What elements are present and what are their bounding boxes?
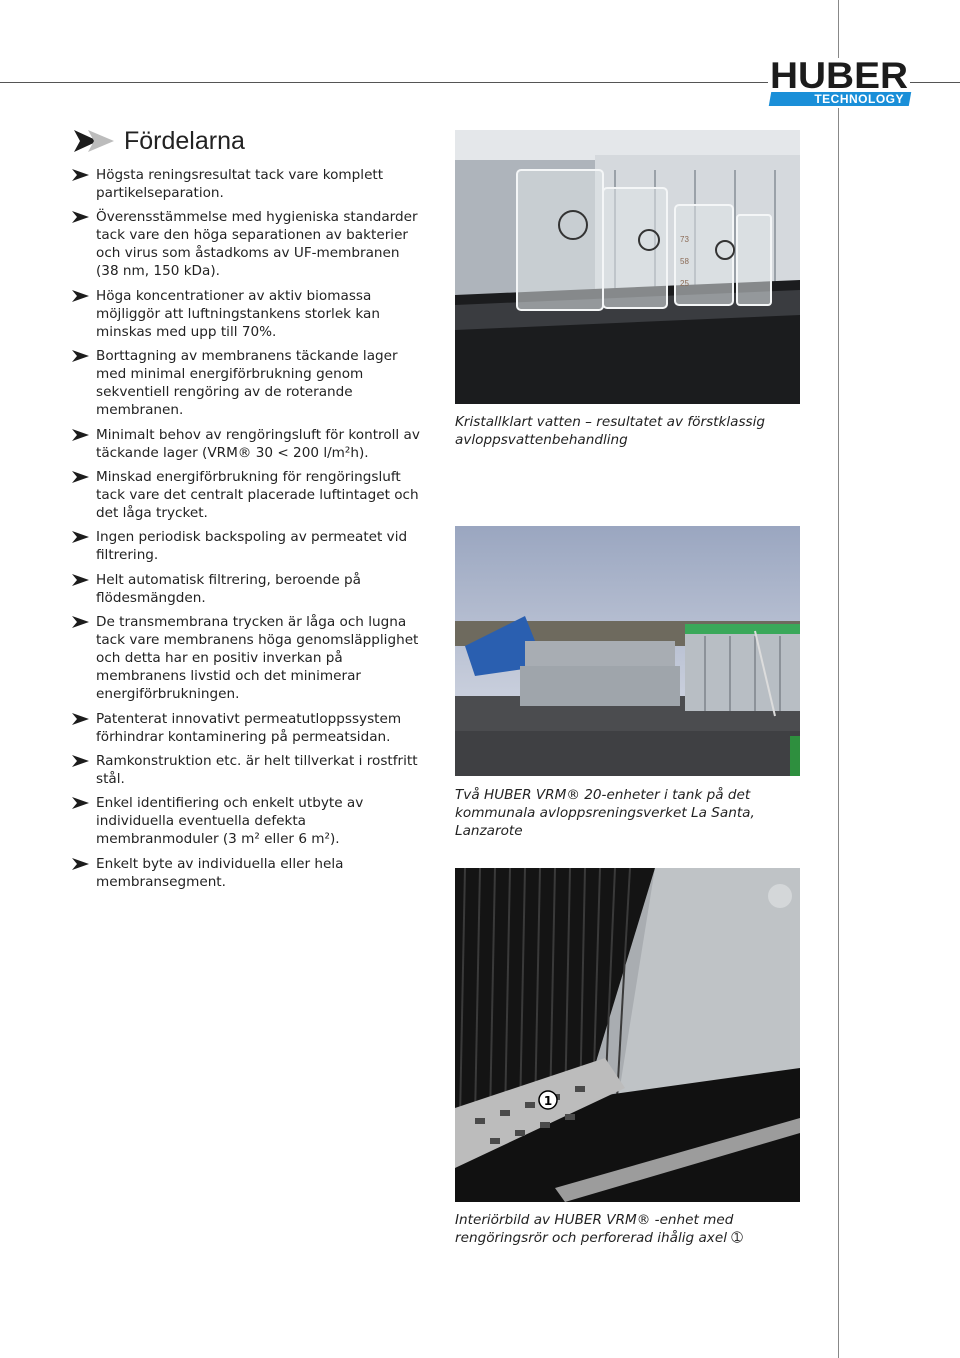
caption-1: Kristallklart vatten – resultatet av förstklassig avloppsvattenbehandling — [455, 414, 766, 448]
list-item — [72, 571, 422, 607]
shaft-marker: 1 — [543, 1094, 553, 1108]
advantages-list — [72, 166, 422, 897]
beaker-mark: 25 — [680, 279, 689, 288]
list-item — [72, 528, 422, 564]
logo-bar — [769, 92, 911, 106]
list-item — [72, 208, 422, 280]
list-item-text: Högsta reningsresultat tack vare komplett partikelseparation. — [96, 167, 384, 201]
section-heading — [72, 124, 245, 158]
list-item-text: Ramkonstruktion etc. är helt tillverkat i rostfritt stål. — [96, 752, 418, 787]
list-item — [72, 287, 422, 341]
double-arrow-icon — [72, 126, 122, 156]
list-item-text: Minskad energiförbrukning för rengöringsluft tack vare det centralt placerade luftintaget och det låga trycket. — [96, 468, 419, 521]
list-item — [72, 166, 422, 202]
list-item — [72, 468, 422, 522]
list-item — [72, 752, 422, 788]
list-item-text: Minimalt behov av rengöringsluft för kontroll av täckande lager (VRM® 30 < 200 l/m²h). — [96, 426, 420, 461]
photo-beakers — [455, 130, 800, 404]
list-item — [72, 794, 422, 848]
caption-2: Två HUBER VRM® 20-enheter i tank på det kommunala avloppsreningsverket La Santa, Lanzarote — [455, 787, 755, 839]
photo-plant — [455, 526, 800, 776]
arrow-bullet-icon — [72, 755, 89, 767]
logo-subtitle: TECHNOLOGY — [814, 92, 904, 106]
list-item — [72, 710, 422, 746]
list-item-text: Överensstämmelse med hygieniska standarder tack vare den höga separationen av bakterier och virus som åstadkoms av UF-membranen (38 nm, 150 kDa). — [96, 209, 418, 280]
list-item — [72, 347, 422, 419]
list-item-text: Ingen periodisk backspoling av permeatet vid filtrering. — [96, 529, 408, 564]
arrow-bullet-icon — [72, 471, 89, 483]
huber-wordmark — [768, 58, 910, 92]
margin-rule — [838, 0, 839, 1358]
list-item — [72, 426, 422, 462]
arrow-bullet-icon — [72, 858, 89, 870]
list-item-text: Helt automatisk filtrering, beroende på flödesmängden. — [96, 571, 361, 606]
list-item-text: Borttagning av membranens täckande lager med minimal energiförbrukning genom sekventiell rengöring av de roterande membranen. — [96, 348, 398, 419]
list-item — [72, 855, 422, 891]
list-item-text: De transmembrana trycken är låga och lugna tack vare membranens höga genomsläpplighet och detta har en positiv inverkan på membranens livstid och det minimerar energiförbrukningen. — [96, 614, 419, 703]
beaker-mark: 58 — [680, 257, 689, 266]
list-item-text: Höga koncentrationer av aktiv biomassa möjliggör att luftningstankens storlek kan minskas med upp till 70%. — [96, 287, 380, 340]
photo-interior — [455, 868, 800, 1202]
caption-3: Interiörbild av HUBER VRM® -enhet med rengöringsrör och perforerad ihålig axel ➀ — [455, 1212, 743, 1246]
arrow-bullet-icon — [72, 169, 89, 181]
arrow-bullet-icon — [72, 616, 89, 628]
svg-text:HUBER: HUBER — [770, 58, 908, 92]
list-item — [72, 613, 422, 703]
arrow-bullet-icon — [72, 797, 89, 809]
arrow-bullet-icon — [72, 531, 89, 543]
beaker-mark: 73 — [680, 235, 689, 244]
list-item-text: Enkel identifiering och enkelt utbyte av individuella eventuella defekta membranmoduler (3 m² eller 6 m²). — [96, 795, 364, 848]
arrow-bullet-icon — [72, 574, 89, 586]
arrow-bullet-icon — [72, 290, 89, 302]
arrow-bullet-icon — [72, 350, 89, 362]
section-title: Fördelarna — [124, 126, 245, 155]
arrow-bullet-icon — [72, 713, 89, 725]
arrow-bullet-icon — [72, 429, 89, 441]
list-item-text: Enkelt byte av individuella eller hela membransegment. — [96, 855, 344, 890]
arrow-bullet-icon — [72, 211, 89, 223]
huber-logo — [768, 58, 910, 108]
list-item-text: Patenterat innovativt permeatutloppssystem förhindrar kontaminering på permeatsidan. — [96, 710, 402, 745]
